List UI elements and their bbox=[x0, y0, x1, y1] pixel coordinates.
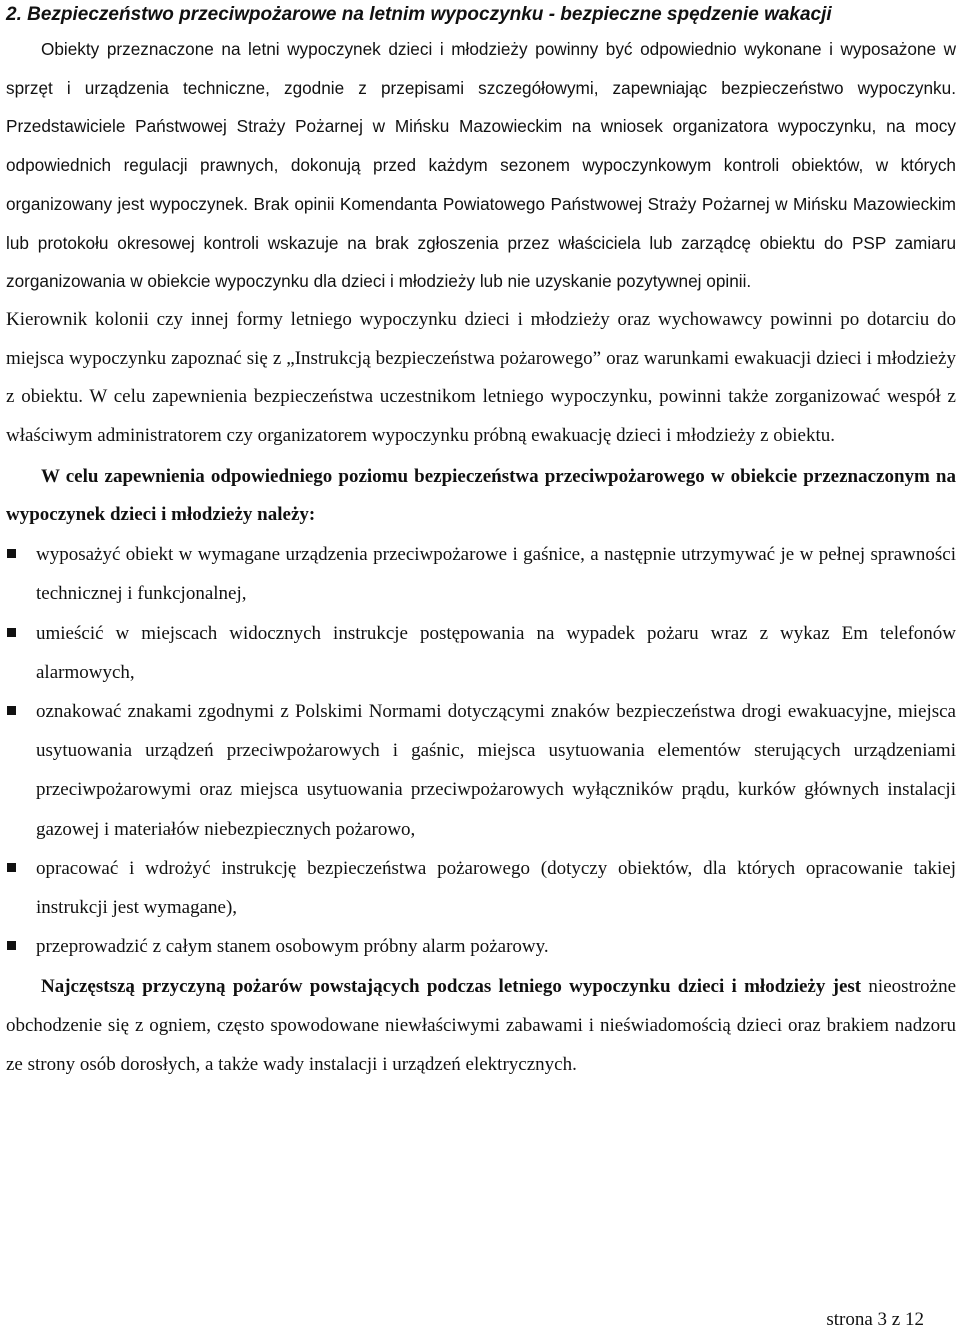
list-item-text: przeprowadzić z całym stanem osobowym próbny alarm pożarowy. bbox=[36, 936, 549, 958]
list-item-text: wyposażyć obiekt w wymagane urządzenia przeciwpożarowe i gaśnice, a następnie utrzymywać je w pełnej sprawności technicznej i funkcjonalnej, bbox=[36, 544, 956, 605]
fire-causes-bold: Najczęstszą przyczyną pożarów powstających podczas letniego wypoczynku dzieci i młodzieży jest bbox=[41, 976, 862, 998]
square-bullet-icon bbox=[7, 706, 16, 715]
list-item bbox=[6, 614, 956, 692]
requirements-list bbox=[6, 535, 956, 966]
list-item bbox=[6, 927, 956, 966]
section-heading: 2. Bezpieczeństwo przeciwpożarowe na letnim wypoczynku - bezpieczne spędzenie wakacji bbox=[6, 4, 832, 25]
list-item-text: opracować i wdrożyć instrukcję bezpieczeństwa pożarowego (dotyczy obiektów, dla których opracowanie takiej instrukcji jest wymagane), bbox=[36, 857, 956, 918]
list-item-text: umieścić w miejscach widocznych instrukcje postępowania na wypadek pożaru wraz z wykaz Em telefonów alarmowych, bbox=[36, 622, 956, 683]
list-item bbox=[6, 849, 956, 927]
square-bullet-icon bbox=[7, 863, 16, 872]
square-bullet-icon bbox=[7, 549, 16, 558]
paragraph-inspection-rest: Przedstawiciele Państwowej Straży Pożarnej w Mińsku Mazowieckim na wniosek organizatora wypoczynku, na mocy odpowiednich regulacji prawnych, dokonują przed każdym sezonem wypoczynkowym kontroli obiektów, w których organizowany jest wypoczynek. Brak opinii Komendanta Powiatowego Państwowej Straży Pożarnej w Mińsku Mazowieckim lub protokołu okresowej kontroli wskazuje na brak zgłoszenia przez właściciela lub zarządcę obiektu do PSP zamiaru zorganizowania w obiekcie wypoczynku dla dzieci i młodzieży lub nie uzyskanie pozytywnej opinii. bbox=[6, 116, 956, 292]
list-item bbox=[6, 692, 956, 849]
paragraph-inspection-lead: Obiekty przeznaczone na letni wypoczynek dzieci i młodzieży powinny być odpowiednio wykonane i wyposażone w sprzęt i urządzenia techniczne, zgodnie z przepisami szczegółowymi, zapewniając bezpieczeństwo wypoczynku. bbox=[6, 39, 956, 98]
list-intro: W celu zapewnienia odpowiedniego poziomu bezpieczeństwa przeciwpożarowego w obiekcie przeznaczonym na wypoczynek dzieci i młodzieży należy: bbox=[6, 465, 956, 526]
page-number: strona 3 z 12 bbox=[826, 1309, 924, 1330]
paragraph-evacuation: Kierownik kolonii czy innej formy letniego wypoczynku dzieci i młodzieży oraz wychowawcy powinni po dotarciu do miejsca wypoczynku zapoznać się z „Instrukcją bezpieczeństwa pożarowego” oraz warunkami ewakuacji dzieci i młodzieży z obiektu. W celu zapewnienia bezpieczeństwa uczestnikom letniego wypoczynku, powinni także zorganizować wespół z właściwym administratorem czy organizatorem wypoczynku próbną ewakuację dzieci i młodzieży z obiektu. bbox=[6, 308, 956, 447]
square-bullet-icon bbox=[7, 941, 16, 950]
paragraph-inspection bbox=[6, 30, 956, 301]
square-bullet-icon bbox=[7, 628, 16, 637]
list-item bbox=[6, 535, 956, 613]
list-item-text: oznakować znakami zgodnymi z Polskimi Normami dotyczącymi znaków bezpieczeństwa drogi ewakuacyjne, miejsca usytuowania urządzeń przeciwpożarowych i gaśnic, miejsca usytuowania elementów sterujących urządzeniami przeciwpożarowymi oraz miejsca usytuowania przeciwpożarowych wyłączników prądu, kurków głównych instalacji gazowej i materiałów niebezpiecznych pożarowo, bbox=[36, 700, 956, 840]
paragraph-fire-causes bbox=[6, 968, 956, 1084]
fire-causes-rest: nieostrożne obchodzenie się z ogniem, często spowodowane niewłaściwymi zabawami i nieświadomością dzieci oraz brakiem nadzoru ze strony osób dorosłych, a także wady instalacji i urządzeń elektrycznych. bbox=[6, 976, 956, 1075]
